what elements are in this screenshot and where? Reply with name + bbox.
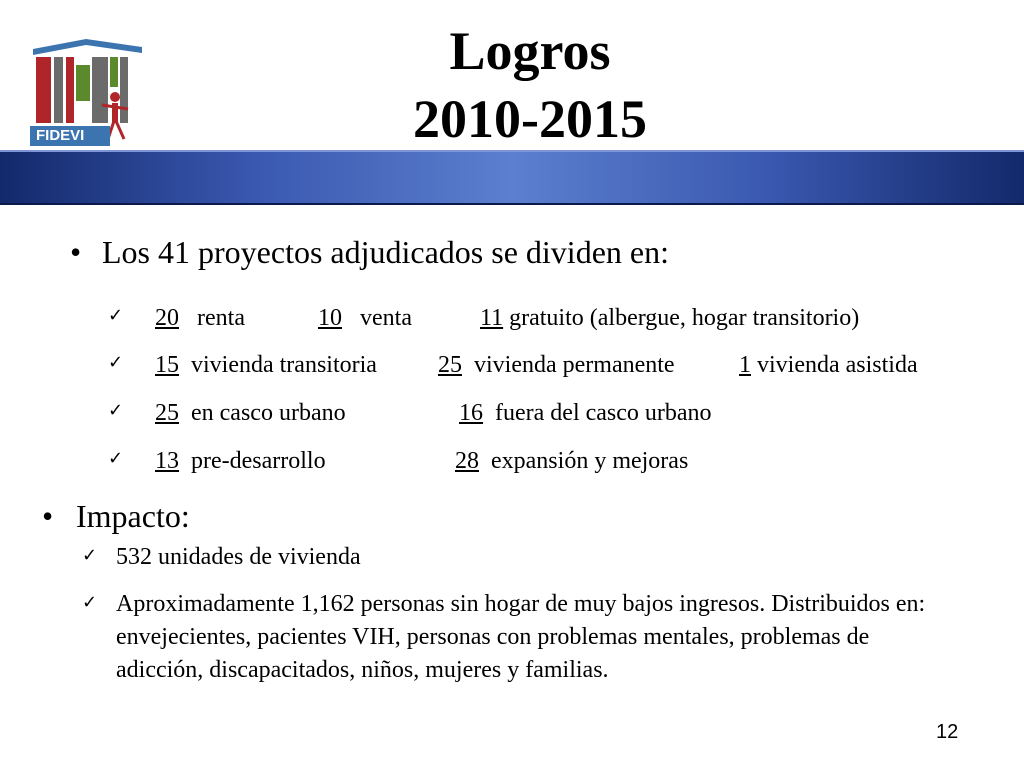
breakdown-item: 10 venta [318, 305, 412, 331]
breakdown-item: 15 vivienda transitoria [155, 352, 377, 378]
check-icon: ✓ [108, 448, 124, 469]
breakdown-item: 25 en casco urbano [155, 400, 346, 426]
bullet-projects [70, 234, 669, 271]
breakdown-item: 13 pre-desarrollo [155, 448, 326, 474]
check-icon: ✓ [108, 305, 124, 326]
impact-item: 532 unidades de vivienda [116, 544, 361, 570]
logo-text: FIDEVI [36, 127, 85, 144]
check-icon: ✓ [108, 400, 124, 421]
bullet-text: Los 41 proyectos adjudicados se dividen en: [102, 234, 669, 270]
breakdown-item: 11 gratuito (albergue, hogar transitorio) [480, 305, 860, 331]
page-number: 12 [936, 721, 959, 743]
bullet-marker: • [70, 234, 82, 270]
bullet-impact [42, 498, 190, 535]
check-icon: ✓ [82, 592, 98, 613]
slide-title-line1: Logros [449, 21, 611, 81]
breakdown-item: 1 vivienda asistida [739, 352, 918, 378]
breakdown-item: 25 vivienda permanente [438, 352, 675, 378]
breakdown-item: 20 renta [155, 305, 245, 331]
slide-title-line2: 2010-2015 [413, 89, 647, 149]
bullet-marker: • [42, 498, 54, 534]
header-band [0, 150, 1024, 205]
impact-item: Aproximadamente 1,162 personas sin hogar de muy bajos ingresos. Distribuidos en: envejecientes, pacientes VIH, personas con problemas mentales, problemas de adicción, discapacitados, niños, mujeres y familias. [116, 591, 926, 683]
bullet-text: Impacto: [76, 498, 190, 534]
breakdown-item: 28 expansión y mejoras [455, 448, 689, 474]
breakdown-item: 16 fuera del casco urbano [459, 400, 712, 426]
check-icon: ✓ [82, 545, 98, 566]
check-icon: ✓ [108, 352, 124, 373]
fidevi-logo [30, 35, 148, 147]
